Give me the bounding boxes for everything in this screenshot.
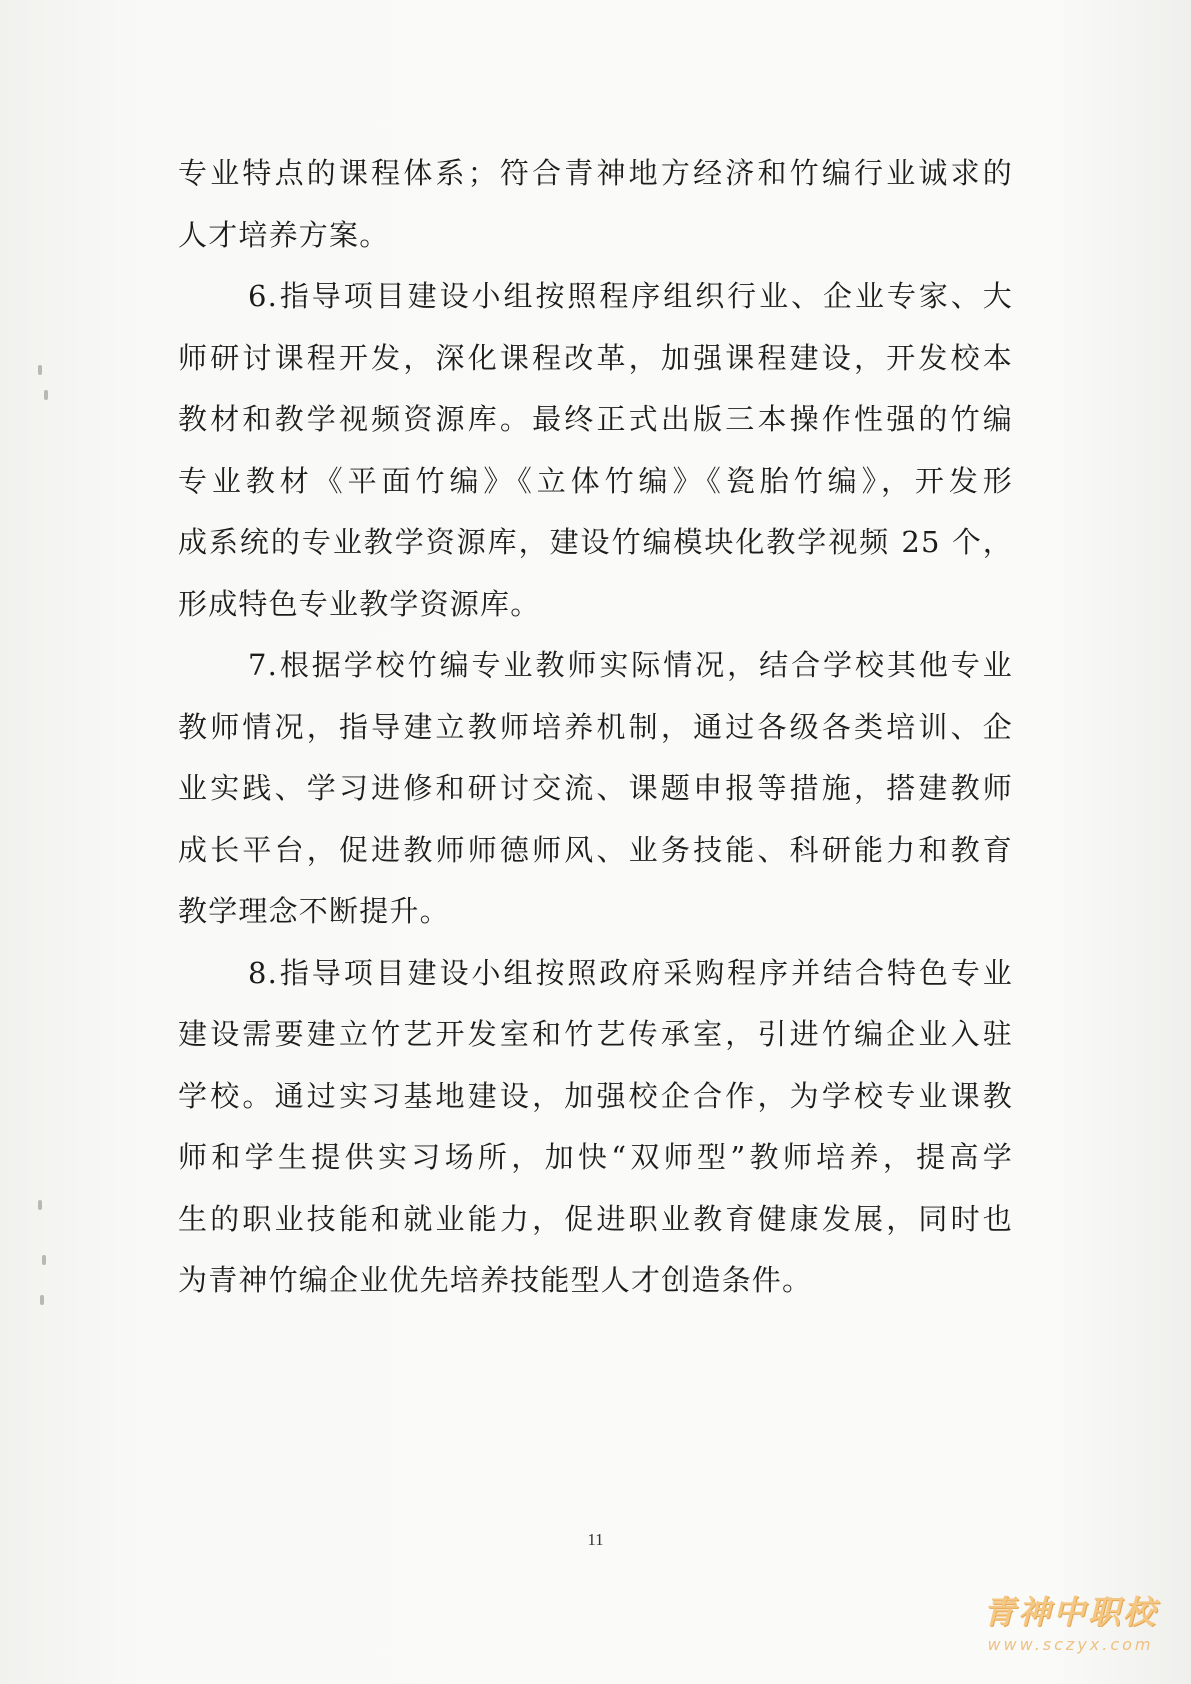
paragraph-8-first-line: 8.指导项目建设小组按照政府采购程序并结合特色专业 — [248, 955, 1013, 990]
scan-artifact — [38, 1200, 42, 1210]
text-line: 教材和教学视频资源库。最终正式出版三本操作性强的竹编 — [178, 402, 1013, 436]
text-line: 业实践、学习进修和研讨交流、课题申报等措施，搭建教师 — [178, 771, 1013, 805]
text-line: 教学理念不断提升。 — [178, 894, 450, 928]
scan-artifact — [38, 365, 42, 375]
text-line: 专业特点的课程体系；符合青神地方经济和竹编行业诚求的 — [178, 156, 1013, 190]
text-line: 人才培养方案。 — [178, 217, 390, 252]
paragraph-7-first-line: 7.根据学校竹编专业教师实际情况，结合学校其他专业 — [248, 648, 1013, 682]
scan-artifact — [40, 1295, 44, 1305]
scan-artifact — [44, 390, 48, 400]
text-line: 成长平台，促进教师师德师风、业务技能、科研能力和教育 — [178, 832, 1013, 867]
text-line: 建设需要建立竹艺开发室和竹艺传承室，引进竹编企业入驻 — [178, 1017, 1013, 1051]
text-line: 成系统的专业教学资源库，建设竹编模块化教学视频 25 个， — [178, 525, 1013, 559]
text-line: 师研讨课程开发，深化课程改革，加强课程建设，开发校本 — [178, 340, 1013, 375]
text-line: 为青神竹编企业优先培养技能型人才创造条件。 — [178, 1263, 813, 1297]
scan-artifact — [42, 1255, 46, 1265]
text-line: 教师情况，指导建立教师培养机制，通过各级各类培训、企 — [178, 709, 1013, 744]
text-line: 专业教材《平面竹编》《立体竹编》《瓷胎竹编》，开发形 — [178, 463, 1013, 498]
page-number: 11 — [587, 1530, 604, 1549]
text-line: 学校。通过实习基地建设，加强校企合作，为学校专业课教 — [178, 1078, 1013, 1113]
document-body — [178, 143, 1013, 1312]
text-line: 形成特色专业教学资源库。 — [178, 586, 541, 621]
site-watermark — [968, 1590, 1173, 1670]
text-line: 生的职业技能和就业能力，促进职业教育健康发展，同时也 — [178, 1201, 1013, 1236]
watermark-name: 青神中职校 — [982, 1593, 1158, 1631]
text-line: 师和学生提供实习场所，加快“双师型”教师培养，提高学 — [178, 1140, 1013, 1174]
paragraph-6-first-line: 6.指导项目建设小组按照程序组织行业、企业专家、大 — [248, 279, 1013, 313]
watermark-url: www.sczyx.com — [987, 1635, 1154, 1654]
